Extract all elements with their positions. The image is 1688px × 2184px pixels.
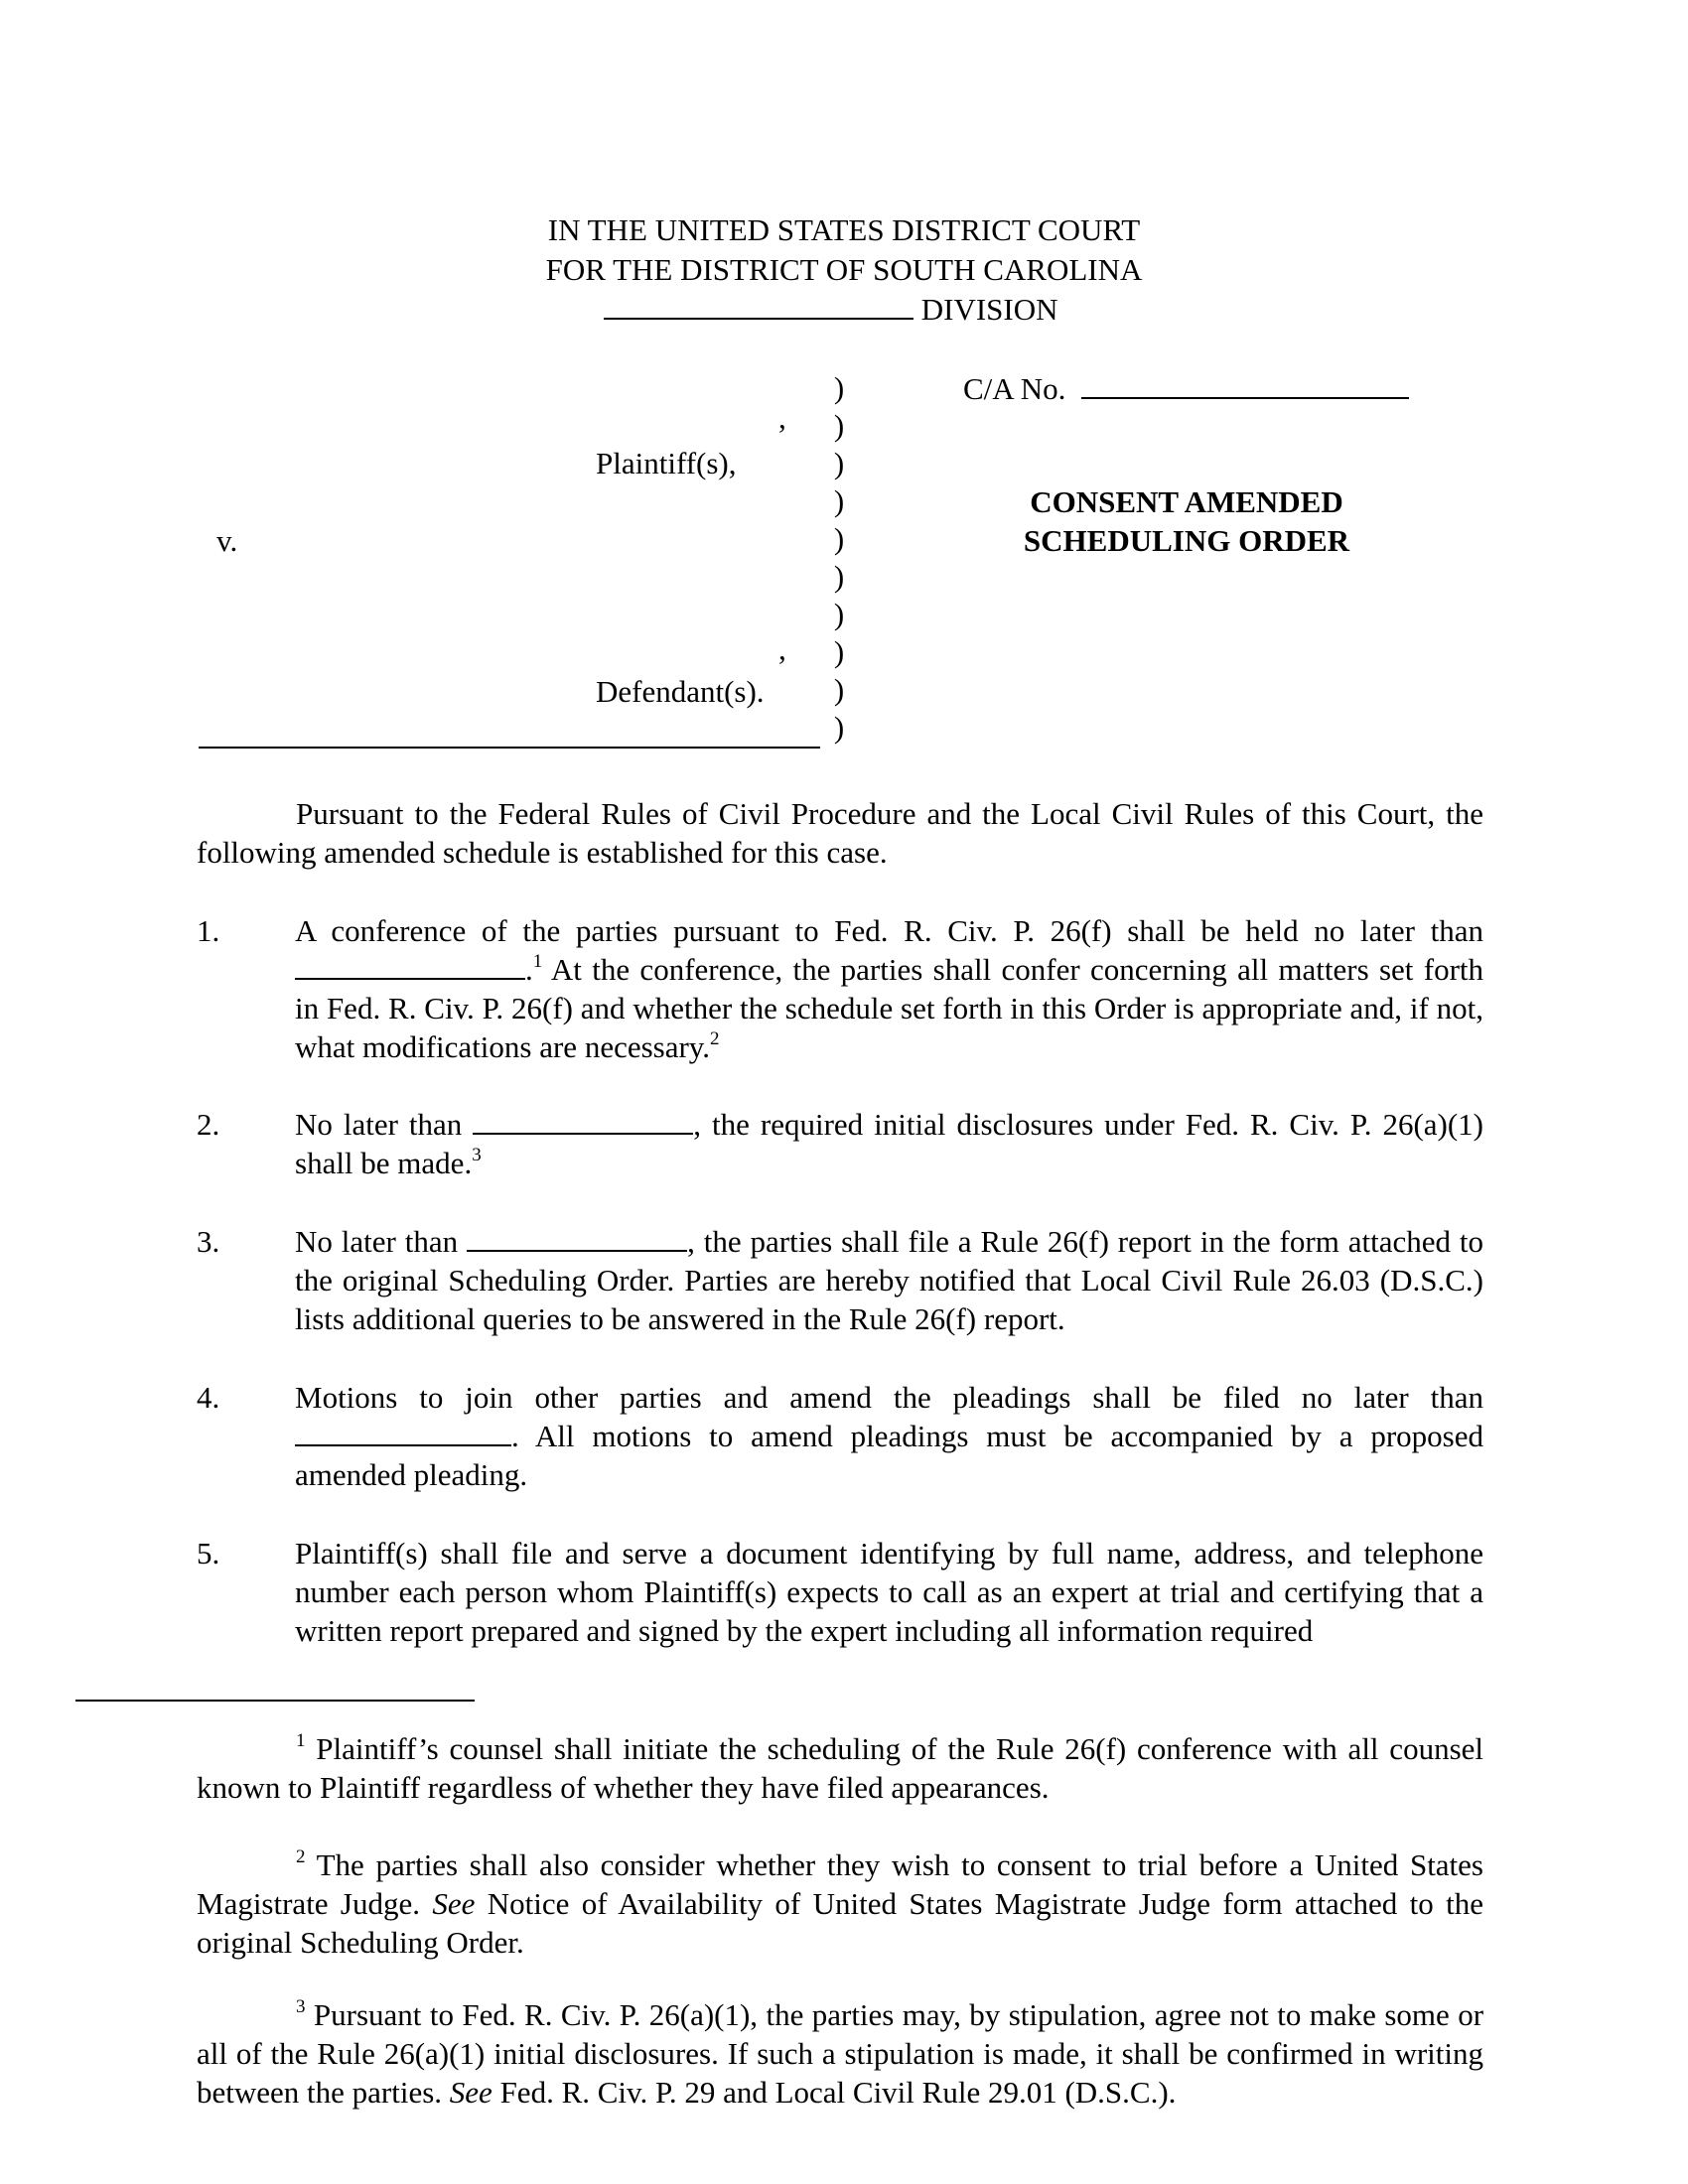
division-label: DIVISION xyxy=(920,292,1058,327)
plaintiff-comma: , xyxy=(778,400,786,435)
item-text: . All motions to amend pleadings must be accompanied by a proposed amended pleading. xyxy=(295,1419,1483,1492)
item-number: 4. xyxy=(197,1380,220,1415)
footnote-text: Pursuant to Fed. R. Civ. P. 26(a)(1), the parties may, by stipulation, agree not to make some or all of the Rule 26(a)(1) initial disclosures. If such a stipulation is made, it shall be confirmed in writing between the parties. xyxy=(197,1997,1484,2110)
date-blank[interactable] xyxy=(473,1132,693,1135)
footnote-separator xyxy=(75,1700,475,1702)
date-blank[interactable] xyxy=(295,1443,511,1446)
item-number: 2. xyxy=(197,1107,220,1142)
caption-paren: ) xyxy=(833,446,845,480)
order-title-line1: CONSENT AMENDED xyxy=(1030,484,1343,519)
footnote xyxy=(197,1729,1483,1807)
caption-paren: ) xyxy=(833,672,845,707)
footnote xyxy=(197,1995,1483,2112)
caption-paren: ) xyxy=(833,370,845,405)
item-text: At the conference, the parties shall confer concerning all matters set forth in Fed. R. Civ. P. 26(f) and whether the schedule set forth in this Order is appropriate and, if not, what modifications are necessary. xyxy=(295,952,1484,1064)
caption-underline xyxy=(199,747,820,749)
list-item xyxy=(197,1105,1483,1182)
versus-label: v. xyxy=(216,523,238,558)
division-blank[interactable] xyxy=(604,317,914,320)
footnote-see: See xyxy=(432,1886,476,1921)
list-item xyxy=(197,911,1483,1066)
item-text: Plaintiff(s) shall file and serve a document identifying by full name, address, and telephone number each person whom Plaintiff(s) expects to call as an expert at trial and certifying that a written report prepared and signed by the expert including all information required xyxy=(295,1536,1483,1648)
item-text: Motions to join other parties and amend the pleadings shall be filed no later than xyxy=(295,1380,1483,1415)
case-number-label: C/A No. xyxy=(963,371,1066,406)
caption-paren: ) xyxy=(833,710,845,745)
case-number-line xyxy=(963,369,1409,409)
item-text: , the required initial disclosures under Fed. R. Civ. P. 26(a)(1) shall be made. xyxy=(295,1107,1483,1180)
intro-paragraph: Pursuant to the Federal Rules of Civil Procedure and the Local Civil Rules of this Court, the following amended schedule is established for this case. xyxy=(197,796,1483,870)
item-text: , the parties shall file a Rule 26(f) report in the form attached to the original Scheduling Order. Parties are hereby notified that Local Civil Rule 26.03 (D.S.C.) lists additional queries to be answered in the Rule 26(f) report. xyxy=(295,1224,1484,1336)
caption-paren: ) xyxy=(833,559,845,594)
list-item xyxy=(197,1222,1483,1338)
item-text: A conference of the parties pursuant to Fed. R. Civ. P. 26(f) shall be held no later than xyxy=(295,913,1483,948)
footnote-text: Notice of Availability of United States Magistrate Judge form attached to the original Scheduling Order. xyxy=(197,1886,1484,1960)
date-blank[interactable] xyxy=(295,977,525,980)
footnote-text: Fed. R. Civ. P. 29 and Local Civil Rule 29.01 (D.S.C.). xyxy=(499,2075,1177,2110)
footnote-number: 1 xyxy=(296,1730,306,1751)
caption-paren: ) xyxy=(833,483,845,518)
caption-paren: ) xyxy=(833,521,845,556)
footnote xyxy=(197,1845,1483,1962)
footnote-ref: 3 xyxy=(472,1145,482,1165)
footnote-number: 2 xyxy=(296,1846,306,1867)
footnote-text: Plaintiff’s counsel shall initiate the scheduling of the Rule 26(f) conference with all counsel known to Plaintiff regardless of whether they have filed appearances. xyxy=(197,1731,1483,1805)
footnote-number: 3 xyxy=(296,1996,306,2017)
item-number: 5. xyxy=(197,1536,220,1570)
caption-paren: ) xyxy=(833,408,845,443)
list-item xyxy=(197,1534,1483,1650)
caption-paren: ) xyxy=(833,597,845,631)
item-text: . xyxy=(525,952,533,987)
order-title-line2: SCHEDULING ORDER xyxy=(1023,523,1350,558)
defendant-comma: , xyxy=(778,631,786,666)
item-text: No later than xyxy=(295,1224,459,1259)
list-item xyxy=(197,1378,1483,1494)
item-number: 1. xyxy=(197,913,220,948)
order-title xyxy=(973,482,1400,560)
item-number: 3. xyxy=(197,1224,220,1259)
caption-paren: ) xyxy=(833,634,845,669)
footnote-text: The parties shall also consider whether they wish to consent to trial before a United States Magistrate Judge. xyxy=(197,1847,1483,1921)
division-line xyxy=(604,290,1058,330)
footnote-ref: 2 xyxy=(710,1028,720,1049)
defendant-label: Defendant(s). xyxy=(596,674,765,709)
district-name: FOR THE DISTRICT OF SOUTH CAROLINA xyxy=(545,252,1143,287)
item-text: No later than xyxy=(295,1107,463,1142)
footnote-see: See xyxy=(449,2075,492,2110)
footnote-ref: 1 xyxy=(532,951,543,972)
date-blank[interactable] xyxy=(467,1249,687,1252)
case-number-blank[interactable] xyxy=(1081,396,1409,399)
plaintiff-label: Plaintiff(s), xyxy=(596,446,737,480)
court-name: IN THE UNITED STATES DISTRICT COURT xyxy=(547,212,1141,247)
